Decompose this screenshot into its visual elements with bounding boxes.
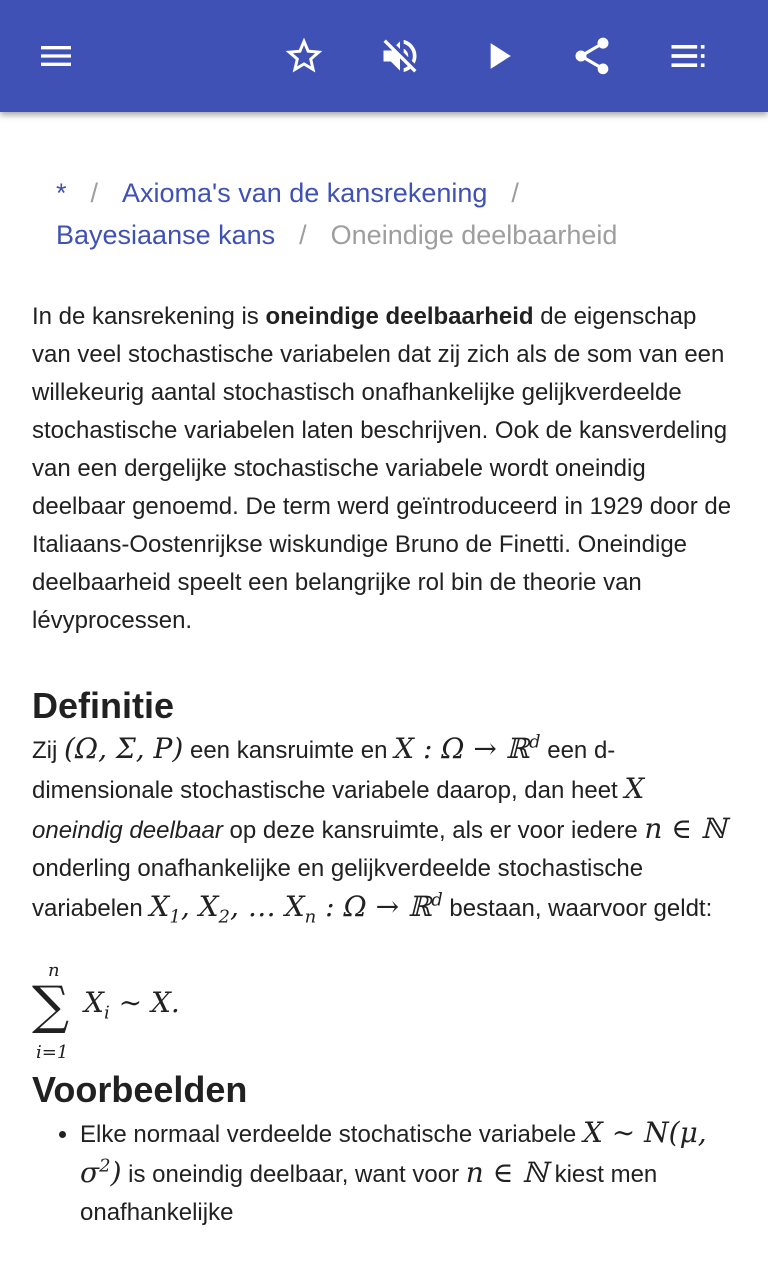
bookmark-button[interactable] [276,28,332,84]
breadcrumb-link-bayesian[interactable]: Bayesiaanse kans [56,220,276,250]
examples-heading: Voorbeelden [32,1069,248,1110]
play-icon [476,34,520,78]
sum-formula [32,960,740,1063]
probability-space-formula: (Ω, Σ, P) [64,732,184,765]
breadcrumb-separator: / [299,220,307,250]
play-button[interactable] [470,28,526,84]
definition-text: onderling onafhankelijke en gelijkverdeelde stochastische variabelen [32,855,644,922]
sum-lower-limit: i=1 [36,1042,69,1063]
normal-distribution-formula: X ∼ N(μ, $\sigma^2$) [80,1116,707,1189]
star-outline-icon [282,34,326,78]
intro-text-start: In de kansrekening is [32,303,266,330]
definition-text: een d-dimensionale stochastische variabele daarop, dan heet [32,737,625,804]
breadcrumb-link-axioms[interactable]: Axioma's van de kansrekening [122,178,488,208]
menu-button[interactable] [28,28,84,84]
definition-paragraph [32,730,740,928]
definition-text: een kansruimte en [183,737,395,764]
share-icon [570,34,614,78]
example-text: is oneindig deelbaar, want voor [121,1161,466,1188]
list-item [80,1114,740,1232]
share-button[interactable] [564,28,620,84]
definition-text: Zij [32,737,64,764]
examples-list [32,1114,740,1232]
playlist-icon [666,34,710,78]
definition-text: op deze kansruimte, als er voor iedere [222,817,645,844]
intro-bold-term: oneindige deelbaarheid [265,303,534,330]
intro-paragraph [32,298,740,640]
intro-text-end: de eigenschap van veel stochastische variabelen dat zij zich als de som van een willekeurig aantal stochastisch onafhankelijke gelijkverdeelde stochastische variabelen laten beschrijven. Ook de kansverdeling van een dergelijke stochastische variabele wordt oneindig deelbaar genoemd. De term werd geïntroduceerd in 1929 door de Italiaans-Oostenrijkse wiskundige Bruno de Finetti. Oneindige deelbaarheid speelt een belangrijke rol bin de theorie van lévyprocessen. [32,303,732,634]
random-variable-formula: X : Ω → ℝ$^d$ [394,731,541,765]
example-text: kiest men onafhankelijke [80,1161,658,1226]
breadcrumb [56,172,736,256]
hamburger-menu-icon [36,36,76,76]
example-text: Elke normaal verdeelde stochatische variabele [80,1121,583,1148]
breadcrumb-separator: / [90,178,99,208]
mute-button[interactable] [372,28,428,84]
n-in-naturals-formula: n ∈ ℕ [644,812,727,845]
playlist-button[interactable] [660,28,716,84]
app-toolbar [0,0,768,112]
breadcrumb-current: Oneindige deelbaarheid [330,220,618,250]
definition-italic-term: oneindig deelbaar [32,817,223,844]
sum-symbol: ∑ [32,976,70,1036]
breadcrumb-separator: / [511,178,519,208]
definition-text: bestaan, waarvoor geldt: [442,895,713,922]
sum-upper-limit: n [48,960,60,981]
variables-sequence-formula: $X_1$, $X_2$, … $X_n$ : Ω → ℝ$^d$ [149,889,443,928]
sum-expression: $X_i$ ∼ X. [84,986,180,1024]
definition-heading: Definitie [32,685,175,726]
n-in-naturals-formula: n ∈ ℕ [465,1156,548,1189]
variable-x-formula: X [624,772,645,805]
volume-off-icon [378,34,422,78]
breadcrumb-home-link[interactable]: * [56,178,67,208]
article-content [32,298,740,1232]
